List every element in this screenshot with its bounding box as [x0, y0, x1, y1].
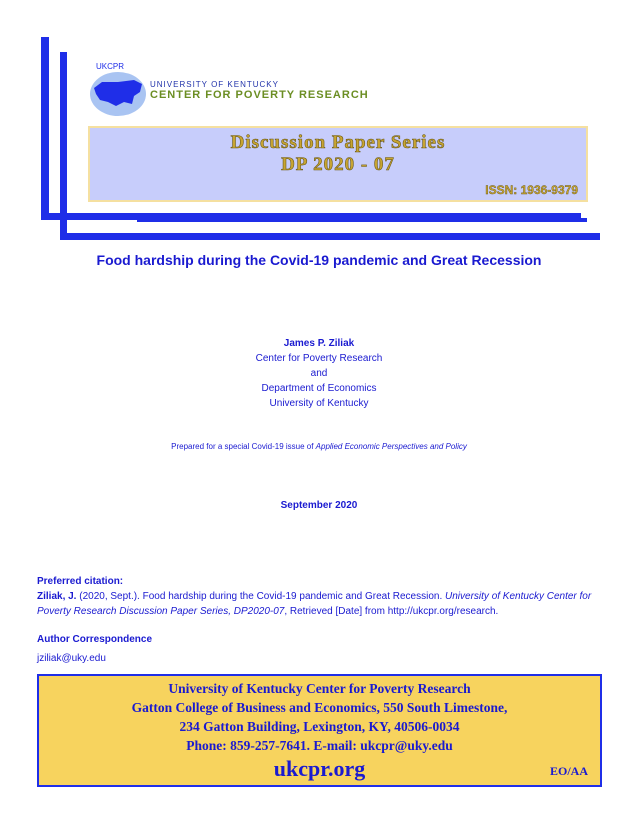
- paper-title: Food hardship during the Covid-19 pandemic and Great Recession: [96, 252, 542, 268]
- author-affiliation-2: Department of Economics: [261, 383, 377, 394]
- citation-heading: Preferred citation:: [37, 576, 124, 587]
- logo-line-center: CENTER FOR POVERTY RESEARCH: [150, 89, 369, 101]
- footer-website-link[interactable]: ukcpr.org: [273, 756, 366, 781]
- series-box: [88, 126, 588, 202]
- decor-bar-horizontal-2: [60, 233, 600, 240]
- prepared-note: [0, 442, 638, 451]
- citation-text-2: , Retrieved [Date] from http://ukcpr.org/research.: [284, 606, 499, 617]
- author-and: and: [310, 368, 328, 379]
- logo-arc-text: UKCPR: [96, 62, 125, 71]
- citation-italic-1: University of Kentucky: [445, 591, 544, 602]
- ukcpr-logo: [88, 60, 148, 118]
- prepared-journal: Applied Economic Perspectives and Policy: [315, 442, 467, 451]
- citation-block: [37, 574, 597, 619]
- citation-italic-2: Center for Poverty Research Discussion Paper Series, DP2020-07: [37, 591, 592, 617]
- citation-text: [37, 589, 597, 619]
- decor-bar-horizontal-3: [137, 218, 587, 222]
- footer-line-1: University of Kentucky Center for Poverty Research: [168, 681, 471, 696]
- paper-date: September 2020: [280, 500, 358, 511]
- decor-bar-vertical-2: [60, 52, 67, 238]
- series-number: DP 2020 - 07: [281, 154, 395, 175]
- author-affiliation-1: Center for Poverty Research: [255, 353, 383, 364]
- citation-author: Ziliak, J.: [37, 591, 77, 602]
- footer-eoaa: EO/AA: [549, 764, 588, 778]
- correspondence-heading: Author Correspondence: [37, 634, 153, 645]
- decor-bar-vertical-1: [41, 37, 49, 220]
- footer-line-3: 234 Gatton Building, Lexington, KY, 40506-0034: [179, 719, 460, 734]
- author-block: [0, 336, 638, 411]
- footer-line-4: Phone: 859-257-7641. E-mail: ukcpr@uky.edu: [186, 738, 453, 753]
- author-affiliation-3: University of Kentucky: [269, 398, 369, 409]
- footer-line-2: Gatton College of Business and Economics, 550 South Limestone,: [131, 700, 508, 715]
- series-title: Discussion Paper Series: [230, 132, 446, 153]
- prepared-prefix: Prepared for a special Covid-19 issue of: [171, 442, 316, 451]
- footer-contact-box: [37, 674, 602, 787]
- issn: ISSN: 1936-9379: [485, 183, 578, 197]
- logo-line-university: UNIVERSITY OF KENTUCKY: [150, 80, 279, 89]
- correspondence-email[interactable]: jziliak@uky.edu: [37, 653, 106, 664]
- author-name: James P. Ziliak: [283, 338, 355, 349]
- us-map-icon: [88, 60, 148, 118]
- citation-text-1: (2020, Sept.). Food hardship during the Covid-19 pandemic and Great Recession.: [76, 591, 446, 602]
